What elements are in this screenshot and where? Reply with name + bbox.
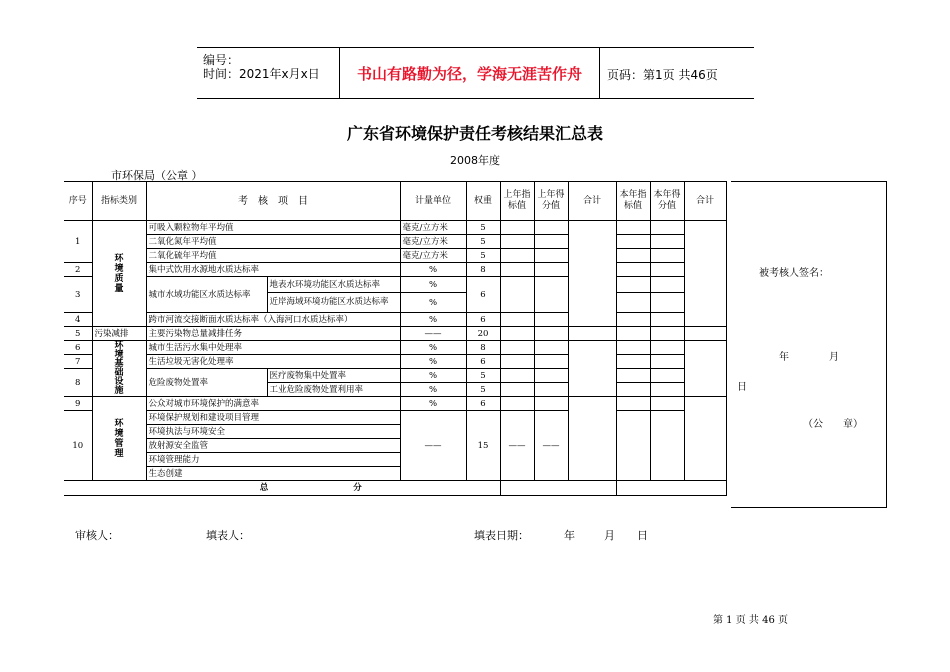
value-cell bbox=[534, 277, 568, 313]
total-cell bbox=[684, 221, 726, 327]
item-cell: 放射源安全监管 bbox=[146, 439, 400, 453]
value-cell bbox=[650, 327, 684, 341]
signature-date-ym: 年 月 bbox=[779, 352, 839, 363]
total-cell bbox=[684, 327, 726, 341]
weight-cell: 8 bbox=[466, 341, 500, 355]
document-title: 广东省环境保护责任考核结果汇总表 bbox=[346, 124, 603, 143]
value-cell bbox=[534, 369, 568, 383]
seq-cell: 2 bbox=[64, 263, 92, 277]
item-cell: 二氧化氮年平均值 bbox=[146, 235, 400, 249]
motto-text: 书山有路勤为径，学海无涯苦作舟 bbox=[356, 65, 582, 83]
signature-panel bbox=[731, 181, 887, 508]
value-cell bbox=[534, 235, 568, 249]
value-cell bbox=[534, 263, 568, 277]
col-seq: 序号 bbox=[64, 182, 92, 221]
value-cell bbox=[534, 397, 568, 411]
signature-label: 被考核人签名： bbox=[759, 268, 829, 279]
page-number: 第 1 页 共 46 页 bbox=[713, 615, 788, 626]
unit-cell: % bbox=[400, 383, 466, 397]
col-weight: 权重 bbox=[466, 182, 500, 221]
weight-cell: 6 bbox=[466, 277, 500, 313]
value-cell bbox=[534, 327, 568, 341]
filler-label: 填表人： bbox=[206, 529, 250, 542]
unit-cell: —— bbox=[400, 327, 466, 341]
sub-item-cell: 地表水环境功能区水质达标率 bbox=[267, 277, 400, 293]
col-unit: 计量单位 bbox=[400, 182, 466, 221]
item-cell: 可吸入颗粒物年平均值 bbox=[146, 221, 400, 235]
col-this-total: 合计 bbox=[684, 182, 726, 221]
value-cell bbox=[650, 235, 684, 249]
assessment-table bbox=[64, 181, 727, 496]
item-cell: 城市水域功能区水质达标率 bbox=[146, 277, 267, 313]
item-cell: 危险废物处置率 bbox=[146, 369, 267, 397]
page-code: 页码：第1页 共46页 bbox=[607, 68, 718, 82]
value-cell bbox=[616, 369, 650, 383]
value-cell bbox=[500, 313, 534, 327]
weight-cell: 5 bbox=[466, 249, 500, 263]
weight-cell: 15 bbox=[466, 411, 500, 481]
seal-label: （公 章） bbox=[803, 419, 863, 430]
unit-cell: % bbox=[400, 293, 466, 313]
total-label: 总 分 bbox=[64, 481, 500, 496]
seq-cell: 6 bbox=[64, 341, 92, 355]
value-cell bbox=[650, 313, 684, 327]
value-cell bbox=[500, 235, 534, 249]
col-this-target: 本年指标值 bbox=[616, 182, 650, 221]
seq-cell: 9 bbox=[64, 397, 92, 411]
category-pollution: 污染减排 bbox=[92, 327, 146, 341]
category-label: 环境质量 bbox=[114, 253, 124, 294]
value-cell bbox=[500, 341, 534, 355]
category-env-quality bbox=[92, 221, 146, 327]
value-cell bbox=[534, 313, 568, 327]
seq-cell: 8 bbox=[64, 369, 92, 397]
value-cell bbox=[616, 249, 650, 263]
value-cell bbox=[616, 235, 650, 249]
value-cell bbox=[616, 221, 650, 235]
unit-cell: % bbox=[400, 341, 466, 355]
category-management bbox=[92, 397, 146, 481]
value-cell bbox=[650, 341, 684, 355]
sub-item-cell: 近岸海域环境功能区水质达标率 bbox=[267, 293, 400, 313]
value-cell bbox=[650, 411, 684, 481]
weight-cell: 20 bbox=[466, 327, 500, 341]
total-cell bbox=[684, 341, 726, 397]
value-cell bbox=[616, 383, 650, 397]
weight-cell: 5 bbox=[466, 221, 500, 235]
sub-item-cell: 工业危险废物处置利用率 bbox=[267, 383, 400, 397]
unit-cell: 毫克/立方米 bbox=[400, 249, 466, 263]
number-label: 编号： bbox=[203, 53, 240, 67]
weight-cell: 6 bbox=[466, 397, 500, 411]
value-cell bbox=[650, 383, 684, 397]
year-label: 2008年度 bbox=[450, 154, 500, 167]
unit-cell: % bbox=[400, 277, 466, 293]
seq-cell: 4 bbox=[64, 313, 92, 327]
col-item: 考 核 项 目 bbox=[146, 182, 400, 221]
time-label: 时间：2021年x月x日 bbox=[203, 67, 320, 81]
value-cell bbox=[534, 383, 568, 397]
header-right-cell bbox=[599, 48, 754, 98]
value-cell bbox=[534, 249, 568, 263]
item-cell: 环境保护规划和建设项目管理 bbox=[146, 411, 400, 425]
value-cell bbox=[616, 355, 650, 369]
unit-cell: —— bbox=[400, 411, 466, 481]
col-last-target: 上年指标值 bbox=[500, 182, 534, 221]
weight-cell: 6 bbox=[466, 313, 500, 327]
col-this-score: 本年得分值 bbox=[650, 182, 684, 221]
reviewer-label: 审核人： bbox=[75, 529, 119, 542]
unit-cell: 毫克/立方米 bbox=[400, 221, 466, 235]
unit-cell: % bbox=[400, 369, 466, 383]
unit-cell: % bbox=[400, 313, 466, 327]
value-cell bbox=[616, 313, 650, 327]
value-cell bbox=[616, 327, 650, 341]
seq-cell: 1 bbox=[64, 221, 92, 263]
item-cell: 二氧化硫年平均值 bbox=[146, 249, 400, 263]
item-cell: 生活垃圾无害化处理率 bbox=[146, 355, 400, 369]
unit-cell: % bbox=[400, 355, 466, 369]
seq-cell: 7 bbox=[64, 355, 92, 369]
organization-label: 市环保局（公章 ） bbox=[111, 169, 203, 182]
col-last-total: 合计 bbox=[568, 182, 616, 221]
total-cell bbox=[684, 397, 726, 481]
value-cell bbox=[650, 277, 684, 293]
item-cell: 跨市河流交接断面水质达标率（入海河口水质达标率） bbox=[146, 313, 400, 327]
value-cell: —— bbox=[500, 411, 534, 481]
item-cell: 公众对城市环境保护的满意率 bbox=[146, 397, 400, 411]
seq-cell: 3 bbox=[64, 277, 92, 313]
item-cell: 主要污染物总量减排任务 bbox=[146, 327, 400, 341]
weight-cell: 5 bbox=[466, 235, 500, 249]
value-cell bbox=[534, 355, 568, 369]
category-infrastructure bbox=[92, 341, 146, 397]
value-cell bbox=[650, 263, 684, 277]
value-cell bbox=[616, 263, 650, 277]
fill-date-day: 日 bbox=[637, 529, 648, 542]
value-cell bbox=[500, 249, 534, 263]
value-cell bbox=[500, 369, 534, 383]
value-cell bbox=[534, 341, 568, 355]
total-cell bbox=[568, 221, 616, 327]
header-left-cell bbox=[197, 48, 339, 98]
value-cell bbox=[650, 355, 684, 369]
fill-date-year: 年 bbox=[564, 529, 575, 542]
value-cell bbox=[534, 221, 568, 235]
weight-cell: 5 bbox=[466, 369, 500, 383]
category-label: 环境管理 bbox=[114, 418, 124, 459]
value-cell bbox=[500, 221, 534, 235]
value-cell bbox=[650, 293, 684, 313]
value-cell bbox=[616, 277, 650, 293]
col-category: 指标类别 bbox=[92, 182, 146, 221]
document-header bbox=[197, 47, 754, 99]
seq-cell: 5 bbox=[64, 327, 92, 341]
total-this-cell bbox=[616, 481, 726, 496]
total-cell bbox=[568, 397, 616, 481]
total-last-cell bbox=[500, 481, 616, 496]
item-cell: 环境执法与环境安全 bbox=[146, 425, 400, 439]
value-cell bbox=[500, 327, 534, 341]
header-motto-cell bbox=[339, 48, 600, 98]
value-cell bbox=[616, 411, 650, 481]
value-cell bbox=[616, 341, 650, 355]
value-cell bbox=[650, 221, 684, 235]
value-cell bbox=[650, 369, 684, 383]
signature-date-day: 日 bbox=[737, 382, 747, 393]
category-label: 环境基础设施 bbox=[114, 340, 124, 396]
value-cell bbox=[616, 397, 650, 411]
unit-cell: % bbox=[400, 397, 466, 411]
weight-cell: 5 bbox=[466, 383, 500, 397]
weight-cell: 8 bbox=[466, 263, 500, 277]
value-cell bbox=[650, 249, 684, 263]
fill-date-month: 月 bbox=[604, 529, 615, 542]
value-cell bbox=[500, 397, 534, 411]
total-cell bbox=[568, 341, 616, 397]
total-cell bbox=[568, 327, 616, 341]
value-cell bbox=[616, 293, 650, 313]
fill-date-label: 填表日期： bbox=[474, 529, 529, 542]
weight-cell: 6 bbox=[466, 355, 500, 369]
value-cell bbox=[500, 277, 534, 313]
value-cell bbox=[500, 263, 534, 277]
seq-cell: 10 bbox=[64, 411, 92, 481]
item-cell: 集中式饮用水源地水质达标率 bbox=[146, 263, 400, 277]
unit-cell: % bbox=[400, 263, 466, 277]
col-last-score: 上年得分值 bbox=[534, 182, 568, 221]
value-cell bbox=[650, 397, 684, 411]
value-cell bbox=[500, 355, 534, 369]
sub-item-cell: 医疗废物集中处置率 bbox=[267, 369, 400, 383]
item-cell: 环境管理能力 bbox=[146, 453, 400, 467]
value-cell: —— bbox=[534, 411, 568, 481]
value-cell bbox=[500, 383, 534, 397]
item-cell: 生态创建 bbox=[146, 467, 400, 481]
item-cell: 城市生活污水集中处理率 bbox=[146, 341, 400, 355]
unit-cell: 毫克/立方米 bbox=[400, 235, 466, 249]
